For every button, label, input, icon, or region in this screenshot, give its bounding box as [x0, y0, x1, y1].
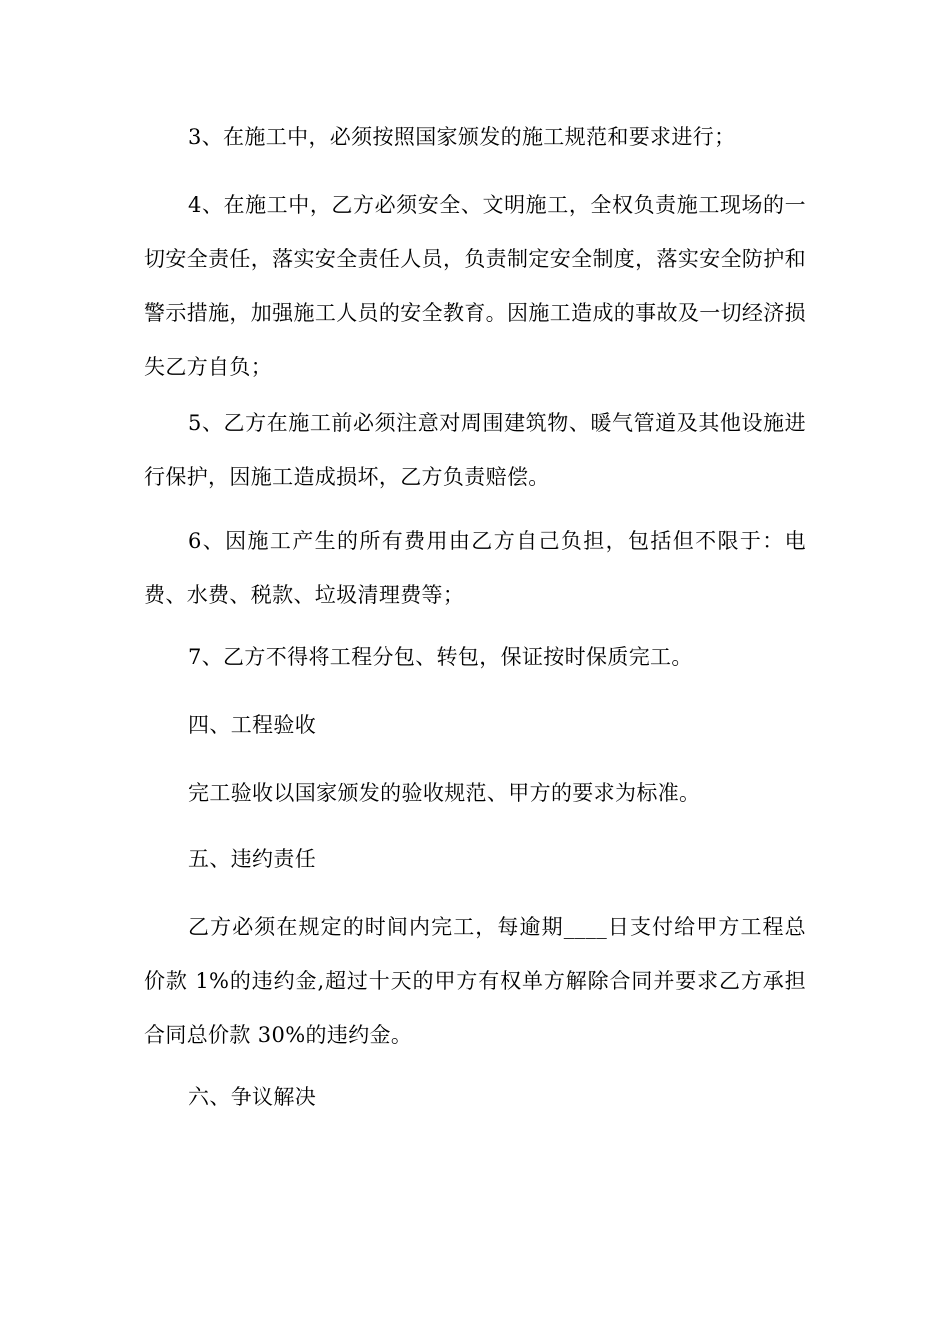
section-heading-acceptance: 四、工程验收	[188, 713, 317, 737]
clause-3-paragraph: 3、在施工中，必须按照国家颁发的施工规范和要求进行；	[188, 125, 736, 149]
section-heading-dispute: 六、争议解决	[188, 1085, 317, 1109]
liability-paragraph: 乙方必须在规定的时间内完工，每逾期____日支付给甲方工程总价款 1%的违约金,超过十天的甲方有权单方解除合同并要求乙方承担合同总价款 30%的违约金。	[144, 915, 806, 1047]
clause-4-paragraph: 4、在施工中，乙方必须安全、文明施工，全权负责施工现场的一切安全责任，落实安全责任人员，负责制定安全制度，落实安全防护和警示措施，加强施工人员的安全教育。因施工造成的事故及一切经济损失乙方自负；	[144, 193, 806, 379]
clause-6-paragraph: 6、因施工产生的所有费用由乙方自己负担，包括但不限于：电费、水费、税款、垃圾清理费等；	[144, 529, 806, 607]
clause-7-paragraph: 7、乙方不得将工程分包、转包，保证按时保质完工。	[188, 645, 693, 669]
acceptance-paragraph: 完工验收以国家颁发的验收规范、甲方的要求为标准。	[188, 781, 701, 805]
section-heading-liability: 五、违约责任	[188, 847, 317, 871]
clause-5-paragraph: 5、乙方在施工前必须注意对周围建筑物、暖气管道及其他设施进行保护，因施工造成损坏，乙方负责赔偿。	[144, 411, 806, 489]
